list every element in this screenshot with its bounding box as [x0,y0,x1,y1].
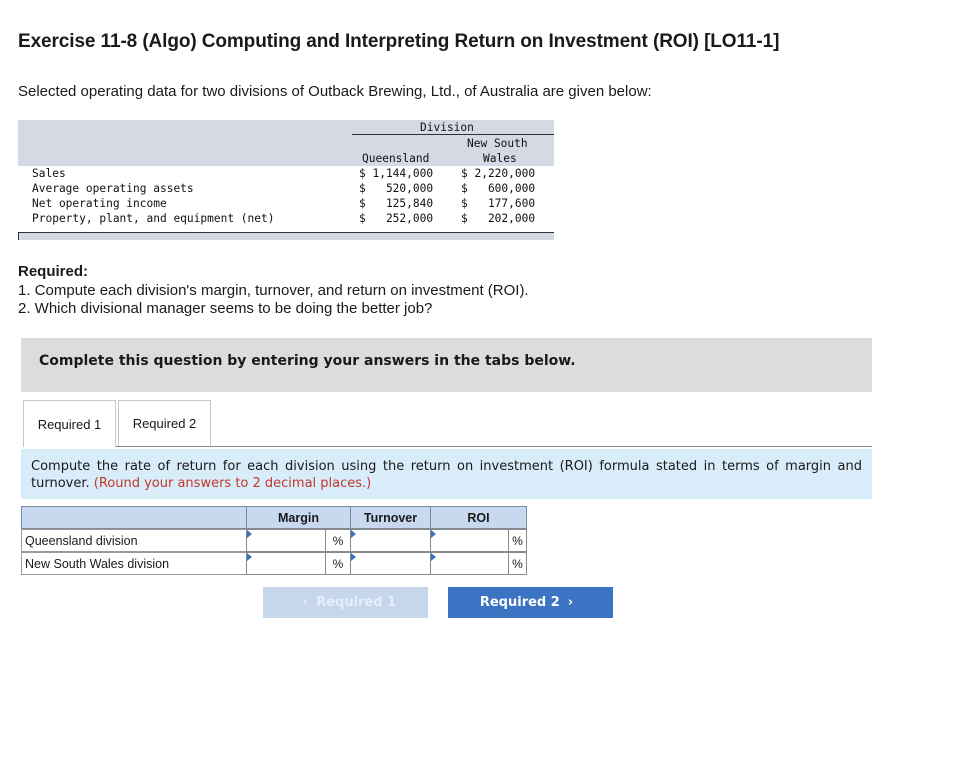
row-label: Net operating income [32,197,167,210]
input-marker-icon [351,530,356,538]
table-footer-edge [18,232,19,240]
row-label: Average operating assets [32,182,194,195]
input-marker-icon [247,530,252,538]
instruction-banner [21,338,872,392]
row-value-nsw: $ 202,000 [461,212,536,225]
header-roi: ROI [430,506,527,529]
required-heading: Required: [18,263,89,280]
row-value-nsw: $ 600,000 [461,182,536,195]
queensland-margin-input[interactable] [246,529,326,552]
row-value-queensland: $ 1,144,000 [359,167,434,180]
input-marker-icon [247,553,252,561]
percent-sign: % [325,529,351,552]
queensland-roi-input[interactable] [430,529,509,552]
input-marker-icon [351,553,356,561]
nsw-roi-input[interactable] [430,552,509,575]
row-value-queensland: $ 125,840 [359,197,434,210]
row-value-nsw: $ 177,600 [461,197,536,210]
nsw-turnover-field[interactable] [351,553,430,574]
nsw-roi-field[interactable] [431,553,508,574]
tab-instructions [21,449,872,499]
nsw-turnover-input[interactable] [350,552,431,575]
next-tab-label: Required 2 [479,595,560,610]
instruction-text: Complete this question by entering your answers in the tabs below. [39,353,576,369]
percent-sign: % [508,552,527,575]
queensland-turnover-input[interactable] [350,529,431,552]
tab-label: Required 1 [37,416,102,432]
col-nsw-header-line1: New South [467,137,528,150]
col-nsw-header-line2: Wales [483,152,517,165]
queensland-roi-field[interactable] [431,530,508,551]
row-label-queensland: Queensland division [21,529,247,552]
required-item-1: 1. Compute each division's margin, turnover, and return on investment (ROI). [18,282,529,299]
header-turnover: Turnover [350,506,431,529]
percent-sign: % [508,529,527,552]
intro-text: Selected operating data for two divisions of Outback Brewing, Ltd., of Australia are given below: [18,83,652,100]
row-label: Sales [32,167,66,180]
tab-label: Required 2 [132,416,197,431]
division-header: Division [420,121,474,134]
compute-text: Compute the rate of return for each division using the return on investment (ROI) formula stated in terms of margin and turnover. [31,459,862,491]
table-footer-band [18,232,554,240]
row-label-nsw: New South Wales division [21,552,247,575]
nsw-margin-input[interactable] [246,552,326,575]
required-item-2: 2. Which divisional manager seems to be doing the better job? [18,300,433,317]
input-marker-icon [431,530,436,538]
row-value-nsw: $ 2,220,000 [461,167,536,180]
nsw-margin-field[interactable] [247,553,325,574]
page-title: Exercise 11-8 (Algo) Computing and Interpreting Return on Investment (ROI) [LO11-1] [18,31,780,52]
grid-header-blank [21,506,247,529]
tab-divider [116,446,872,447]
row-value-queensland: $ 252,000 [359,212,434,225]
queensland-turnover-field[interactable] [351,530,430,551]
col-queensland-header: Queensland [362,152,430,165]
queensland-margin-field[interactable] [247,530,325,551]
row-value-queensland: $ 520,000 [359,182,434,195]
chevron-right-icon: › [567,595,574,610]
prev-tab-label: Required 1 [316,595,397,610]
tab-required-2[interactable] [118,400,211,447]
tab-required-1[interactable] [23,400,116,447]
prev-tab-button[interactable] [263,587,428,618]
next-tab-button[interactable] [448,587,613,618]
division-divider [352,134,554,135]
division-data-table [18,120,554,240]
rounding-note: (Round your answers to 2 decimal places.) [93,476,372,491]
row-label: Property, plant, and equipment (net) [32,212,275,225]
percent-sign: % [325,552,351,575]
header-margin: Margin [246,506,351,529]
input-marker-icon [431,553,436,561]
chevron-left-icon: ‹ [302,595,309,610]
